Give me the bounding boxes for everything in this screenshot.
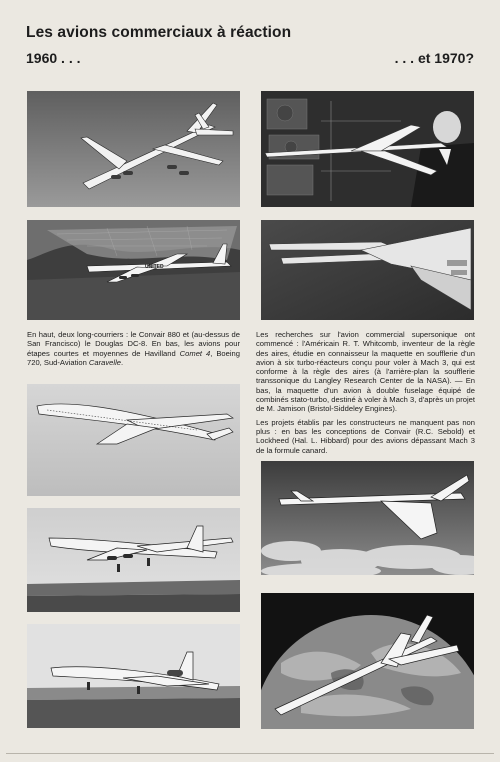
caption-left-text-3: .	[121, 357, 124, 367]
photo-lockheed-canard-design	[261, 593, 474, 729]
photo-convair-canard-design	[261, 461, 474, 575]
caption-left	[27, 330, 240, 367]
year-1970-heading: . . . et 1970?	[394, 50, 474, 66]
caption-left-text-1: En haut, deux long-courriers : le Convair 880 et (au-dessus de San Francisco) le Douglas DC-8. En bas, les avions pour étapes courtes et moyennes de Havilland	[27, 330, 240, 358]
photo-whitcomb-wind-tunnel-model	[261, 91, 474, 207]
caption-right-paragraph-2: Les projets établis par les constructeurs ne manquent pas non plus : en bas les conceptions de Convair (R.C. Sebold) et Lockheed (Hal. L. Hibbard) pour des avions dépassant Mach 3 de la formule canard.	[256, 417, 475, 455]
caption-left-caravelle: Caravelle	[88, 357, 121, 367]
photo-comet-4	[27, 384, 240, 496]
page-title: Les avions commerciaux à réaction	[26, 24, 292, 41]
caption-right-paragraph-1: Les recherches sur l'avion commercial supersonique ont commencé : l'Américain R. T. Whitcomb, inventeur de la règle des aires, étudie en connaisseur la maquette en soufflerie d'un avion à six turbo-réacteurs conçu pour voler à Mach 3, qui est conforme à la règle des aires (à l'arrière-plan la soufflerie transsonique du Langley Research Center de la NASA). — En bas, la maquette d'un avion à double fuselage équipé de combinés stato-turbo, destiné à voler à Mach 3, d'après un projet de M. Jamison (Bristol-Siddeley Engines).	[256, 330, 475, 414]
airline-livery-text: UNITED	[145, 264, 164, 270]
photo-twin-fuselage-model	[261, 220, 474, 320]
caption-left-text-2: , Boeing 720, Sud-Aviation	[27, 348, 240, 367]
caption-left-comet: Comet 4	[179, 348, 211, 358]
photo-caravelle	[27, 624, 240, 728]
year-1960-heading: 1960 . . .	[26, 50, 81, 66]
photo-convair-880	[27, 91, 240, 207]
photo-boeing-720	[27, 508, 240, 612]
page-bottom-rule	[6, 753, 494, 754]
caption-right	[256, 330, 475, 459]
photo-dc8-san-francisco	[27, 220, 240, 320]
